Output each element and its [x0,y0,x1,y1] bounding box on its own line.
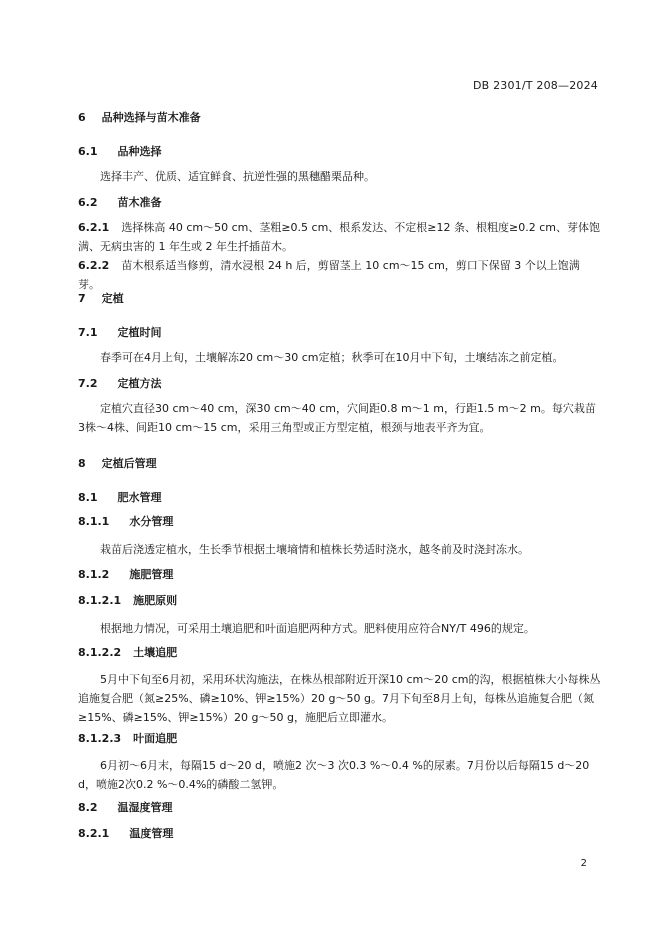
doc-code: DB 2301/T 208—2024 [472,79,598,92]
section-number: 8.1.2 [78,568,110,581]
section-heading [78,490,601,506]
section-title: 定植 [101,292,124,305]
section-heading [78,593,601,609]
section-title: 定植后管理 [101,457,157,470]
clause-paragraph [78,256,601,294]
body-paragraph: 根据地力情况，可采用土壤追肥和叶面追肥两种方式。肥料使用应符合NY/T 496的规定。 [100,622,535,635]
section-title: 温湿度管理 [117,801,173,814]
section-heading [78,800,601,816]
section-number: 6 [78,111,86,124]
section-number: 8 [78,457,86,470]
section-title: 施肥原则 [133,594,178,607]
section-number: 8.1.2.1 [78,594,122,607]
body-paragraph: 春季可在4月上旬，土壤解冻20 cm～30 cm定植；秋季可在10月中下旬，土壤结冻之前定植。 [100,351,564,364]
body-paragraph: 选择丰产、优质、适宜鲜食、抗逆性强的黑穗醋栗品种。 [100,170,375,183]
section-heading [78,456,601,472]
clause-paragraph [78,218,601,256]
section-title: 定植时间 [117,326,162,339]
section-heading [78,110,601,126]
clause-text: 苗木根系适当修剪，清水浸根 24 h 后，剪留茎上 10 cm～15 cm，剪口下保留 3 个以上饱满芽。 [78,259,580,291]
body-paragraph: 栽苗后浇透定植水，生长季节根据土壤墒情和植株长势适时浇水，越冬前及时浇封冻水。 [100,543,529,556]
section-title: 定植方法 [117,377,162,390]
clause-number: 6.2.1 [78,221,110,234]
section-heading [78,826,601,842]
section-title: 品种选择 [117,145,162,158]
clause-number: 6.2.2 [78,259,110,272]
body-paragraph: 定植穴直径30 cm～40 cm，深30 cm～40 cm，穴间距0.8 m～1 m，行距1.5 m～2 m。每穴栽苗3株～4株、间距10 cm～15 cm，采用三角型或正方型定植，根颈与地表平齐为宜。 [78,402,596,434]
section-number: 8.1 [78,491,98,504]
section-number: 8.1.2.3 [78,732,122,745]
section-number: 7.1 [78,326,98,339]
body-paragraph: 6月初～6月末，每隔15 d～20 d，喷施2 次～3 次0.3 %～0.4 %的尿素。7月份以后每隔15 d～20 d，喷施2次0.2 %～0.4%的磷酸二氢钾。 [78,759,590,791]
section-number: 8.2 [78,801,98,814]
section-number: 8.1.2.2 [78,646,122,659]
body-paragraph: 5月中下旬至6月初，采用环状沟施法，在株丛根部附近开深10 cm～20 cm的沟，根据植株大小每株丛追施复合肥（氮≥25%、磷≥10%、钾≥15%）20 g～50 g。7月下旬至8月上旬，每株丛追施复合肥（氮≥15%、磷≥15%、钾≥15%）20 g～50 g，施肥后立即灌水。 [78,673,601,724]
section-heading [78,144,601,160]
section-title: 水分管理 [129,515,174,528]
section-heading [78,645,601,661]
page-number: 2 [580,858,587,869]
section-heading [78,514,601,530]
section-title: 土壤追肥 [133,646,178,659]
section-number: 7.2 [78,377,98,390]
section-title: 叶面追肥 [133,732,178,745]
section-number: 6.2 [78,196,98,209]
section-heading [78,325,601,341]
section-title: 温度管理 [129,827,174,840]
section-heading [78,291,601,307]
section-number: 7 [78,292,86,305]
section-title: 品种选择与苗木准备 [101,111,201,124]
section-heading [78,376,601,392]
section-title: 施肥管理 [129,568,174,581]
section-number: 8.2.1 [78,827,110,840]
section-number: 6.1 [78,145,98,158]
section-title: 苗木准备 [117,196,162,209]
section-heading [78,195,601,211]
section-number: 8.1.1 [78,515,110,528]
section-heading [78,567,601,583]
section-title: 肥水管理 [117,491,162,504]
section-heading [78,731,601,747]
clause-text: 选择株高 40 cm～50 cm、茎粗≥0.5 cm、根系发达、不定根≥12 条、根粗度≥0.2 cm、芽体饱满、无病虫害的 1 年生或 2 年生扦插苗木。 [78,221,600,253]
